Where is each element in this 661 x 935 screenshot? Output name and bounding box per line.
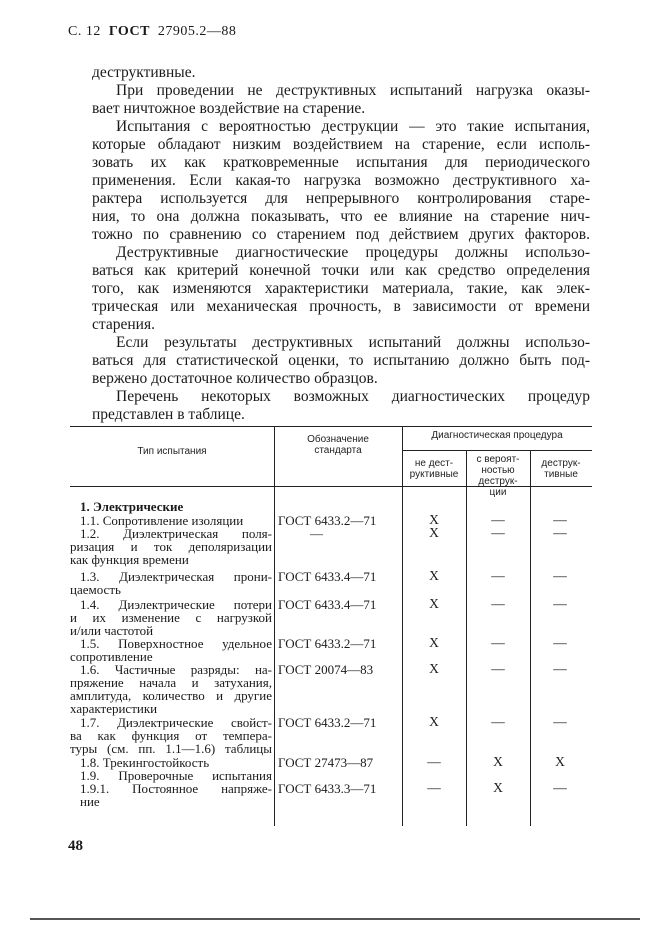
mark-destructive: — — [553, 714, 567, 729]
mark-probable: — — [491, 635, 505, 650]
mark-probable: X — [493, 754, 503, 769]
text-line: трическая или механическая прочность, в зависимости от времени — [92, 298, 590, 315]
row-name: 1.1. Сопротивление изоляции — [80, 513, 244, 528]
text-line: ваться как критерий конечной точки или как средство определения — [92, 262, 590, 279]
text-line: которые обладают низким воздействием на старение, если исполь- — [92, 136, 590, 153]
table-subheader-rule — [402, 450, 592, 451]
row-standard: ГОСТ 27473—87 — [278, 755, 374, 770]
text-line: Если результаты деструктивных испытаний должны использо- — [116, 334, 590, 351]
text-line: Перечень некоторых возможных диагностических процедур — [116, 388, 590, 405]
row-standard: ГОСТ 6433.4—71 — [278, 597, 377, 612]
mark-probable: — — [491, 596, 505, 611]
mark-destructive: X — [555, 754, 565, 769]
row-standard: ГОСТ 6433.2—71 — [278, 715, 377, 730]
text-line: того, как изменяются характеристики материала, такие, как элек- — [92, 280, 590, 297]
diagnostic-procedures-table — [70, 426, 592, 826]
text-line: деструктивные. — [92, 64, 196, 81]
mark-destructive: — — [553, 635, 567, 650]
row-name: ние — [80, 794, 100, 809]
row-name: амплитуда, количество и другие — [70, 688, 272, 703]
table-col-divider — [530, 450, 531, 826]
table-col-divider — [274, 426, 275, 826]
header-test-type: Тип испытания — [137, 446, 207, 457]
row-name: 1.9.1. Постоянное напряже- — [80, 781, 272, 796]
mark-nondestructive: X — [429, 635, 439, 650]
mark-probable: — — [491, 714, 505, 729]
mark-probable: — — [491, 568, 505, 583]
text-line: применения. Если какая-то нагрузка возможно деструктивного ха- — [92, 172, 590, 189]
header-nondestructive: не дест-руктивные — [409, 458, 459, 480]
mark-destructive: — — [553, 568, 567, 583]
running-header — [68, 24, 236, 40]
mark-destructive: — — [553, 525, 567, 540]
row-name: характеристики — [70, 701, 158, 716]
row-standard: ГОСТ 6433.2—71 — [278, 513, 377, 528]
text-line: представлен в таблице. — [92, 406, 245, 423]
text-line: вает ничтожное воздействие на старение. — [92, 100, 366, 117]
group-electrical: 1. Электрические — [80, 499, 184, 514]
row-name: 1.2. Диэлектрическая поля- — [80, 526, 272, 541]
text-line: тожно по сравнению со старением под действием других факторов. — [92, 226, 590, 243]
text-line: рактера используется для непрерывного контролирования старе- — [92, 190, 590, 207]
text-line: Деструктивные диагностические процедуры должны использо- — [116, 244, 590, 261]
table-col-divider — [402, 426, 403, 826]
mark-nondestructive: X — [429, 568, 439, 583]
mark-destructive: — — [553, 512, 567, 527]
row-name: 1.9. Проверочные испытания — [80, 768, 272, 783]
row-name: цаемость — [70, 582, 121, 597]
text-line: зовать их как кратковременные испытания для периодического — [92, 154, 590, 171]
mark-nondestructive: — — [427, 780, 441, 795]
header-standard-number: 27905.2—88 — [157, 24, 237, 39]
row-name: 1.6. Частичные разряды: на- — [80, 662, 272, 677]
mark-destructive: — — [553, 780, 567, 795]
row-standard: — — [310, 526, 323, 541]
row-name: сопротивление — [70, 649, 153, 664]
mark-probable: — — [491, 525, 505, 540]
row-name: как функция времени — [70, 552, 189, 567]
row-name: туры (см. пп. 1.1—1.6) таблицы — [70, 741, 272, 756]
page-number: 48 — [68, 838, 83, 854]
row-name: 1.4. Диэлектрические потери — [80, 597, 272, 612]
row-name: ризация и ток деполяризации — [70, 539, 272, 554]
mark-destructive: — — [553, 596, 567, 611]
header-gost-label: ГОСТ — [108, 24, 150, 39]
text-line: При проведении не деструктивных испытаний нагрузка оказы- — [116, 82, 590, 99]
mark-nondestructive: X — [429, 525, 439, 540]
mark-nondestructive: X — [429, 512, 439, 527]
header-standard: Обозначение стандарта — [307, 434, 369, 456]
mark-nondestructive: X — [429, 596, 439, 611]
mark-nondestructive: X — [429, 661, 439, 676]
row-standard: ГОСТ 20074—83 — [278, 662, 374, 677]
mark-nondestructive: X — [429, 714, 439, 729]
row-standard: ГОСТ 6433.3—71 — [278, 781, 377, 796]
row-name: 1.7. Диэлектрические свойст- — [80, 715, 272, 730]
row-name: и их изменение с нагрузкой — [70, 610, 272, 625]
header-page-prefix: С. 12 — [68, 24, 101, 39]
table-col-divider — [466, 450, 467, 826]
mark-probable: — — [491, 512, 505, 527]
text-line: ваться для статистической оценки, то испытанию должно быть под- — [92, 352, 590, 369]
mark-probable: — — [491, 661, 505, 676]
row-name: 1.5. Поверхностное удельное — [80, 636, 272, 651]
mark-probable: X — [493, 780, 503, 795]
row-standard: ГОСТ 6433.4—71 — [278, 569, 377, 584]
row-name: 1.3. Диэлектрическая прони- — [80, 569, 272, 584]
table-top-rule — [70, 426, 592, 427]
header-destructive: деструк-тивные — [541, 458, 581, 480]
page-bottom-edge — [30, 918, 640, 920]
row-name: и/или частотой — [70, 623, 154, 638]
mark-destructive: — — [553, 661, 567, 676]
header-probable-destruction: с вероят-ностью деструк-ции — [476, 454, 520, 498]
text-line: ния, то она должна показывать, что ее влияние на старение нич- — [92, 208, 590, 225]
row-name: пряжение начала и затухания, — [70, 675, 272, 690]
text-line: Испытания с вероятностью деструкции — это такие испытания, — [116, 118, 590, 135]
text-line: старения. — [92, 316, 155, 333]
text-line: вержено достаточное количество образцов. — [92, 370, 378, 387]
mark-nondestructive: — — [427, 754, 441, 769]
header-diagnostic-procedure: Диагностическая процедура — [431, 430, 563, 441]
row-name: ва как функция от темпера- — [70, 728, 272, 743]
row-name: 1.8. Трекингостойкость — [80, 755, 210, 770]
row-standard: ГОСТ 6433.2—71 — [278, 636, 377, 651]
